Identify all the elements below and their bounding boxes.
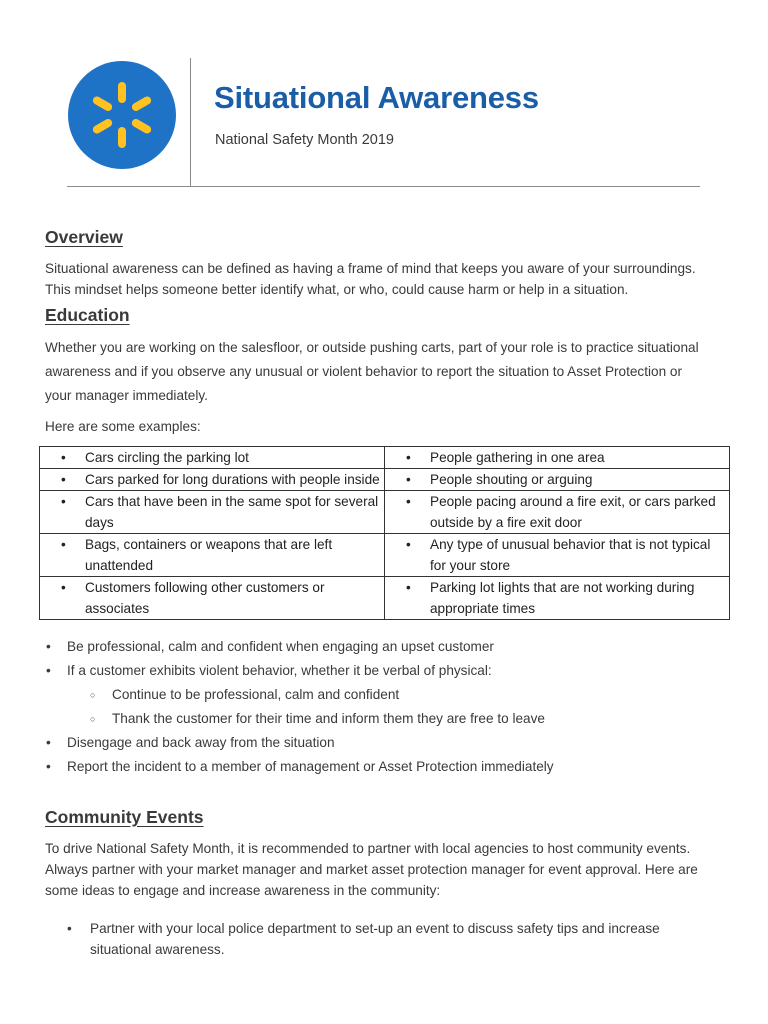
table-cell-text: • Bags, containers or weapons that are left unattended	[40, 534, 384, 576]
spark-logo-graphic	[68, 61, 176, 169]
overview-line: Situational awareness can be defined as having a frame of mind that keeps you aware of your surroundings.	[45, 261, 696, 276]
table-cell	[385, 469, 730, 491]
overview-heading: Overview	[45, 227, 123, 247]
table-cell	[40, 491, 385, 534]
education-heading: Education	[45, 305, 130, 325]
overview-line: This mindset helps someone better identify what, or who, could cause harm or help in a situation.	[45, 282, 629, 297]
table-cell	[40, 534, 385, 577]
list-item: • If a customer exhibits violent behavior, whether it be verbal of physical:	[45, 660, 554, 684]
table-row	[40, 491, 730, 534]
spark-logo-icon	[68, 61, 176, 169]
table-cell-text: • Parking lot lights that are not working during appropriate times	[385, 577, 729, 619]
community-heading: Community Events	[45, 807, 204, 827]
table-cell	[385, 491, 730, 534]
examples-intro: Here are some examples:	[45, 419, 201, 434]
table-cell-text: • Any type of unusual behavior that is not typical for your store	[385, 534, 729, 576]
table-cell	[40, 447, 385, 469]
table-cell	[40, 469, 385, 491]
examples-table	[39, 446, 730, 620]
table-row	[40, 534, 730, 577]
community-line: some ideas to engage and increase awareness in the community:	[45, 883, 441, 898]
table-cell	[385, 447, 730, 469]
community-line: To drive National Safety Month, it is recommended to partner with local agencies to host community events.	[45, 841, 691, 856]
table-cell	[40, 577, 385, 620]
table-cell-text: • People shouting or arguing	[385, 469, 729, 490]
table-cell	[385, 534, 730, 577]
guidance-list	[45, 636, 554, 780]
header-vertical-divider	[190, 58, 191, 186]
education-line: your manager immediately.	[45, 388, 208, 403]
table-cell-text: • People pacing around a fire exit, or cars parked outside by a fire exit door	[385, 491, 729, 533]
list-item: • Partner with your local police department to set-up an event to discuss safety tips and increase situational awareness.	[66, 918, 710, 960]
page-subtitle: National Safety Month 2019	[215, 132, 394, 148]
table-cell	[385, 577, 730, 620]
education-line: awareness and if you observe any unusual or violent behavior to report the situation to Asset Protection or	[45, 364, 683, 379]
community-ideas-list	[66, 918, 710, 960]
community-paragraph	[45, 838, 698, 901]
table-cell-text: • Cars parked for long durations with people inside	[40, 469, 384, 490]
page-title: Situational Awareness	[214, 80, 539, 115]
education-line: Whether you are working on the salesfloor, or outside pushing carts, part of your role is to practice situational	[45, 340, 699, 355]
table-cell-text: • Customers following other customers or associates	[40, 577, 384, 619]
table-row	[40, 469, 730, 491]
education-paragraph	[45, 336, 699, 408]
table-cell-text: • Cars that have been in the same spot for several days	[40, 491, 384, 533]
community-line: Always partner with your market manager and market asset protection manager for event approval. Here are	[45, 862, 698, 877]
header-horizontal-divider	[67, 186, 700, 187]
table-cell-text: • People gathering in one area	[385, 447, 729, 468]
table-row	[40, 447, 730, 469]
table-row	[40, 577, 730, 620]
list-item: • Report the incident to a member of management or Asset Protection immediately	[45, 756, 554, 780]
list-item: • Be professional, calm and confident when engaging an upset customer	[45, 636, 554, 660]
list-item: • Disengage and back away from the situation	[45, 732, 554, 756]
sub-list-item: ○ Thank the customer for their time and inform them they are free to leave	[45, 708, 554, 732]
table-cell-text: • Cars circling the parking lot	[40, 447, 384, 468]
overview-paragraph	[45, 258, 696, 300]
sub-list-item: ○ Continue to be professional, calm and confident	[45, 684, 554, 708]
